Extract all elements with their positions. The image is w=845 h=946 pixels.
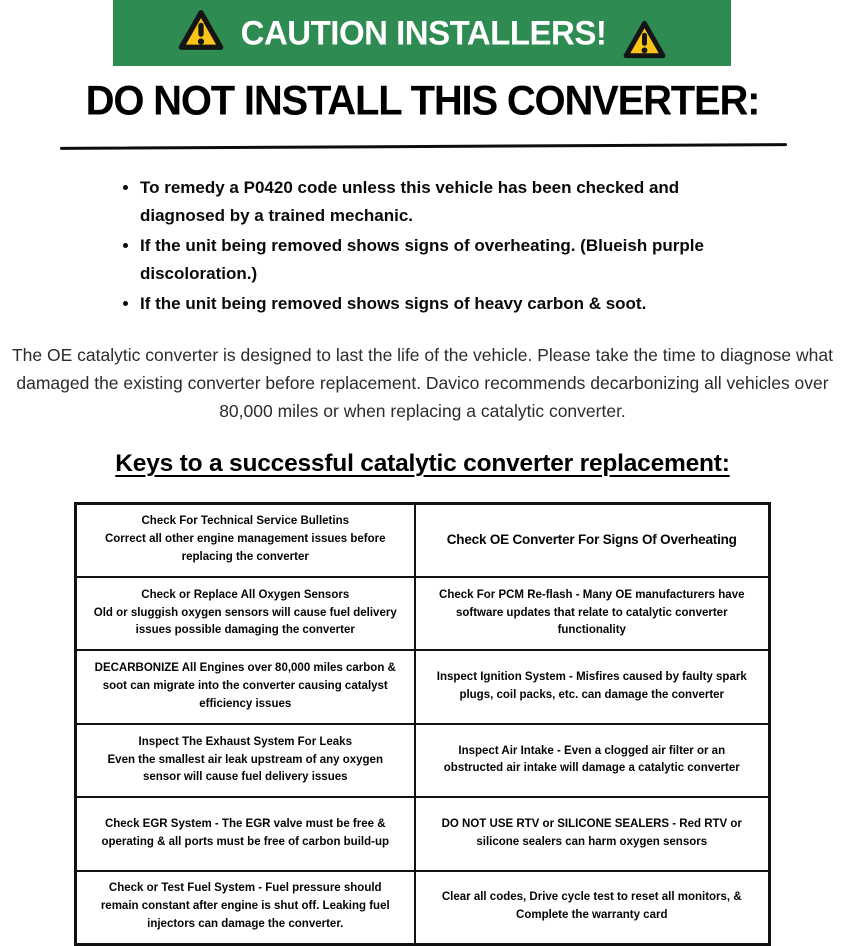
- caution-banner: [113, 0, 731, 66]
- table-cell-left: [76, 797, 415, 871]
- divider-line: [60, 143, 787, 150]
- intro-paragraph: The OE catalytic converter is designed to last the life of the vehicle. Please take the time to diagnose what damaged the existing converter before replacement. Davico recommends decarbonizing all vehicles over 80,000 miles or when replacing a catalytic converter.: [11, 344, 833, 421]
- keys-table: [74, 502, 771, 946]
- table-cell-right: [415, 650, 770, 724]
- cell-title: Check or Test Fuel System - Fuel pressure should remain constant after engine is shut off. Leaking fuel injectors can damage the converter.: [100, 882, 390, 931]
- page-title: DO NOT INSTALL THIS CONVERTER:: [85, 77, 760, 125]
- table-cell-right: [415, 871, 770, 945]
- table-cell-left: [76, 503, 415, 577]
- table-cell-left: [76, 650, 415, 724]
- cell-title: Clear all codes, Drive cycle test to reset all monitors, & Complete the warranty card: [441, 891, 742, 922]
- cell-title: Inspect Air Intake - Even a clogged air filter or an obstructed air intake will damage a catalytic converter: [443, 744, 740, 775]
- cell-title: Check EGR System - The EGR valve must be free & operating & all ports must be free of carbon build-up: [101, 818, 390, 848]
- table-cell-right: [415, 724, 770, 798]
- cell-detail: Even the smallest air leak upstream of any oxygen sensor will cause fuel delivery issues: [107, 753, 383, 784]
- cell-title: DO NOT USE RTV or SILICONE SEALERS - Red RTV or silicone sealers can harm oxygen sensors: [441, 818, 742, 848]
- table-cell-right: [415, 503, 770, 577]
- table-cell-left: [76, 871, 415, 945]
- keys-heading: Keys to a successful catalytic converter replacement:: [115, 449, 730, 477]
- warning-triangle-icon: [177, 8, 225, 52]
- table-cell-left: [76, 577, 415, 651]
- table-row: [76, 503, 770, 577]
- warning-triangle-icon: [622, 19, 667, 60]
- cell-title: Check OE Converter For Signs Of Overheating: [446, 531, 737, 547]
- warning-list: [0, 174, 845, 318]
- table-cell-left: [76, 724, 415, 798]
- cell-title: Inspect Ignition System - Misfires caused by faulty spark plugs, coil packs, etc. can damage the converter: [436, 671, 747, 701]
- cell-detail: Old or sluggish oxygen sensors will cause fuel delivery issues possible damaging the converter: [93, 606, 397, 637]
- table-row: [76, 650, 770, 724]
- table-cell-right: [415, 797, 770, 871]
- warning-item: • If the unit being removed shows signs of overheating. (Blueish purple discoloration.): [140, 232, 732, 287]
- warning-item: • To remedy a P0420 code unless this vehicle has been checked and diagnosed by a trained mechanic.: [140, 174, 732, 229]
- cell-title: Check For Technical Service Bulletins: [141, 515, 349, 528]
- cell-title: Inspect The Exhaust System For Leaks: [138, 735, 352, 748]
- cell-detail: Correct all other engine management issues before replacing the converter: [104, 533, 386, 564]
- warning-item: • If the unit being removed shows signs of heavy carbon & soot.: [140, 290, 732, 318]
- banner-title: CAUTION INSTALLERS!: [240, 13, 607, 52]
- table-row: [76, 797, 770, 871]
- cell-title: Check or Replace All Oxygen Sensors: [141, 588, 350, 601]
- cell-title: DECARBONIZE All Engines over 80,000 miles carbon & soot can migrate into the converter causing catalyst efficiency issues: [94, 662, 396, 710]
- table-cell-right: [415, 577, 770, 651]
- cell-title: Check For PCM Re-flash - Many OE manufacturers have software updates that relate to catalytic converter functionality: [439, 588, 745, 637]
- table-row: [76, 724, 770, 798]
- table-row: [76, 871, 770, 945]
- table-row: [76, 577, 770, 651]
